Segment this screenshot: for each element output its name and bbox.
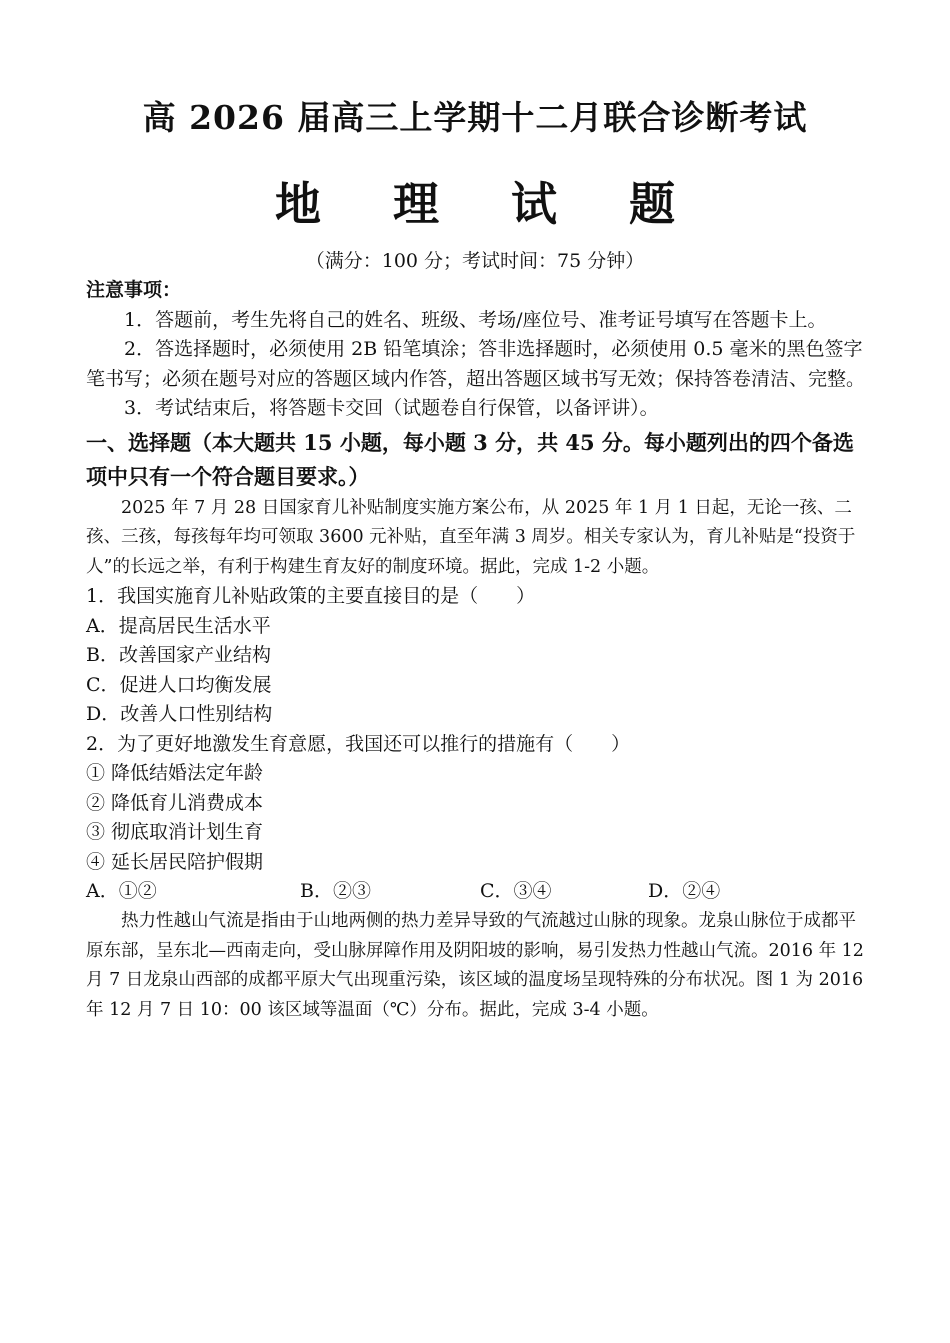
passage-1: 2025 年 7 月 28 日国家育儿补贴制度实施方案公布，从 2025 年 1 月 1 日起，无论一孩、二孩、三孩，每孩每年均可领取 3600 元补贴，直至年满 3 周岁。相关专家认为，育儿补贴是“投资于人”的长远之举，有利于构建生育友好的制度环境。据此，完成 1-2 小题。 [86, 497, 856, 577]
question-2-item-1: ① 降低结婚法定年龄 [86, 762, 264, 784]
question-2-answer-c: C．③④ [480, 880, 552, 902]
notice-item-1: 1．答题前，考生先将自己的姓名、班级、考场/座位号、准考证号填写在答题卡上。 [124, 308, 827, 331]
question-2-item-2: ② 降低育儿消费成本 [86, 791, 264, 814]
exam-title: 高 2026 届高三上学期十二月联合诊断考试 [142, 98, 808, 137]
question-2-item-4: ④ 延长居民陪护假期 [86, 850, 264, 873]
notice-item-2: 2．答选择题时，必须使用 2B 铅笔填涂；答非选择题时，必须使用 0.5 毫米的黑色签字笔书写；必须在题号对应的答题区域内作答，超出答题区域书写无效；保持答卷清洁、完整。 [86, 338, 866, 390]
question-1-option-a: A．提高居民生活水平 [86, 614, 271, 637]
question-1-stem: 1．我国实施育儿补贴政策的主要直接目的是（ ） [86, 585, 536, 607]
section-heading: 一、选择题（本大题共 15 小题，每小题 3 分，共 45 分。每小题列出的四个备选项中只有一个符合题目要求。） [86, 429, 854, 489]
question-2-answers [86, 877, 866, 907]
question-2-item-3: ③ 彻底取消计划生育 [86, 821, 264, 843]
notice-heading: 注意事项： [86, 279, 182, 301]
question-2-answer-b: B．②③ [300, 880, 371, 902]
score-line: （满分：100 分；考试时间：75 分钟） [305, 250, 645, 272]
question-2-answer-d: D．②④ [648, 880, 721, 902]
passage-2: 热力性越山气流是指由于山地两侧的热力差异导致的气流越过山脉的现象。龙泉山脉位于成都平原东部，呈东北—西南走向，受山脉屏障作用及阴阳坡的影响，易引发热力性越山气流。2016 年 12 月 7 日龙泉山西部的成都平原大气出现重污染，该区域的温度场呈现特殊的分布状况。图 1 为 2016 年 12 月 7 日 10：00 该区域等温面（℃）分布。据此，完成 3-4 小题。 [86, 911, 864, 1020]
question-2-answer-a: A．①② [86, 880, 157, 902]
exam-content [86, 276, 866, 1025]
subject-title: 地 理 试 题 [274, 177, 704, 231]
notice-item-3: 3．考试结束后，将答题卡交回（试题卷自行保管，以备评讲）。 [124, 397, 659, 419]
question-2-stem: 2．为了更好地激发生育意愿，我国还可以推行的措施有（ ） [86, 732, 631, 755]
question-1-option-d: D．改善人口性别结构 [86, 703, 273, 725]
question-1-option-c: C．促进人口均衡发展 [86, 673, 272, 696]
question-1-option-b: B．改善国家产业结构 [86, 644, 271, 666]
